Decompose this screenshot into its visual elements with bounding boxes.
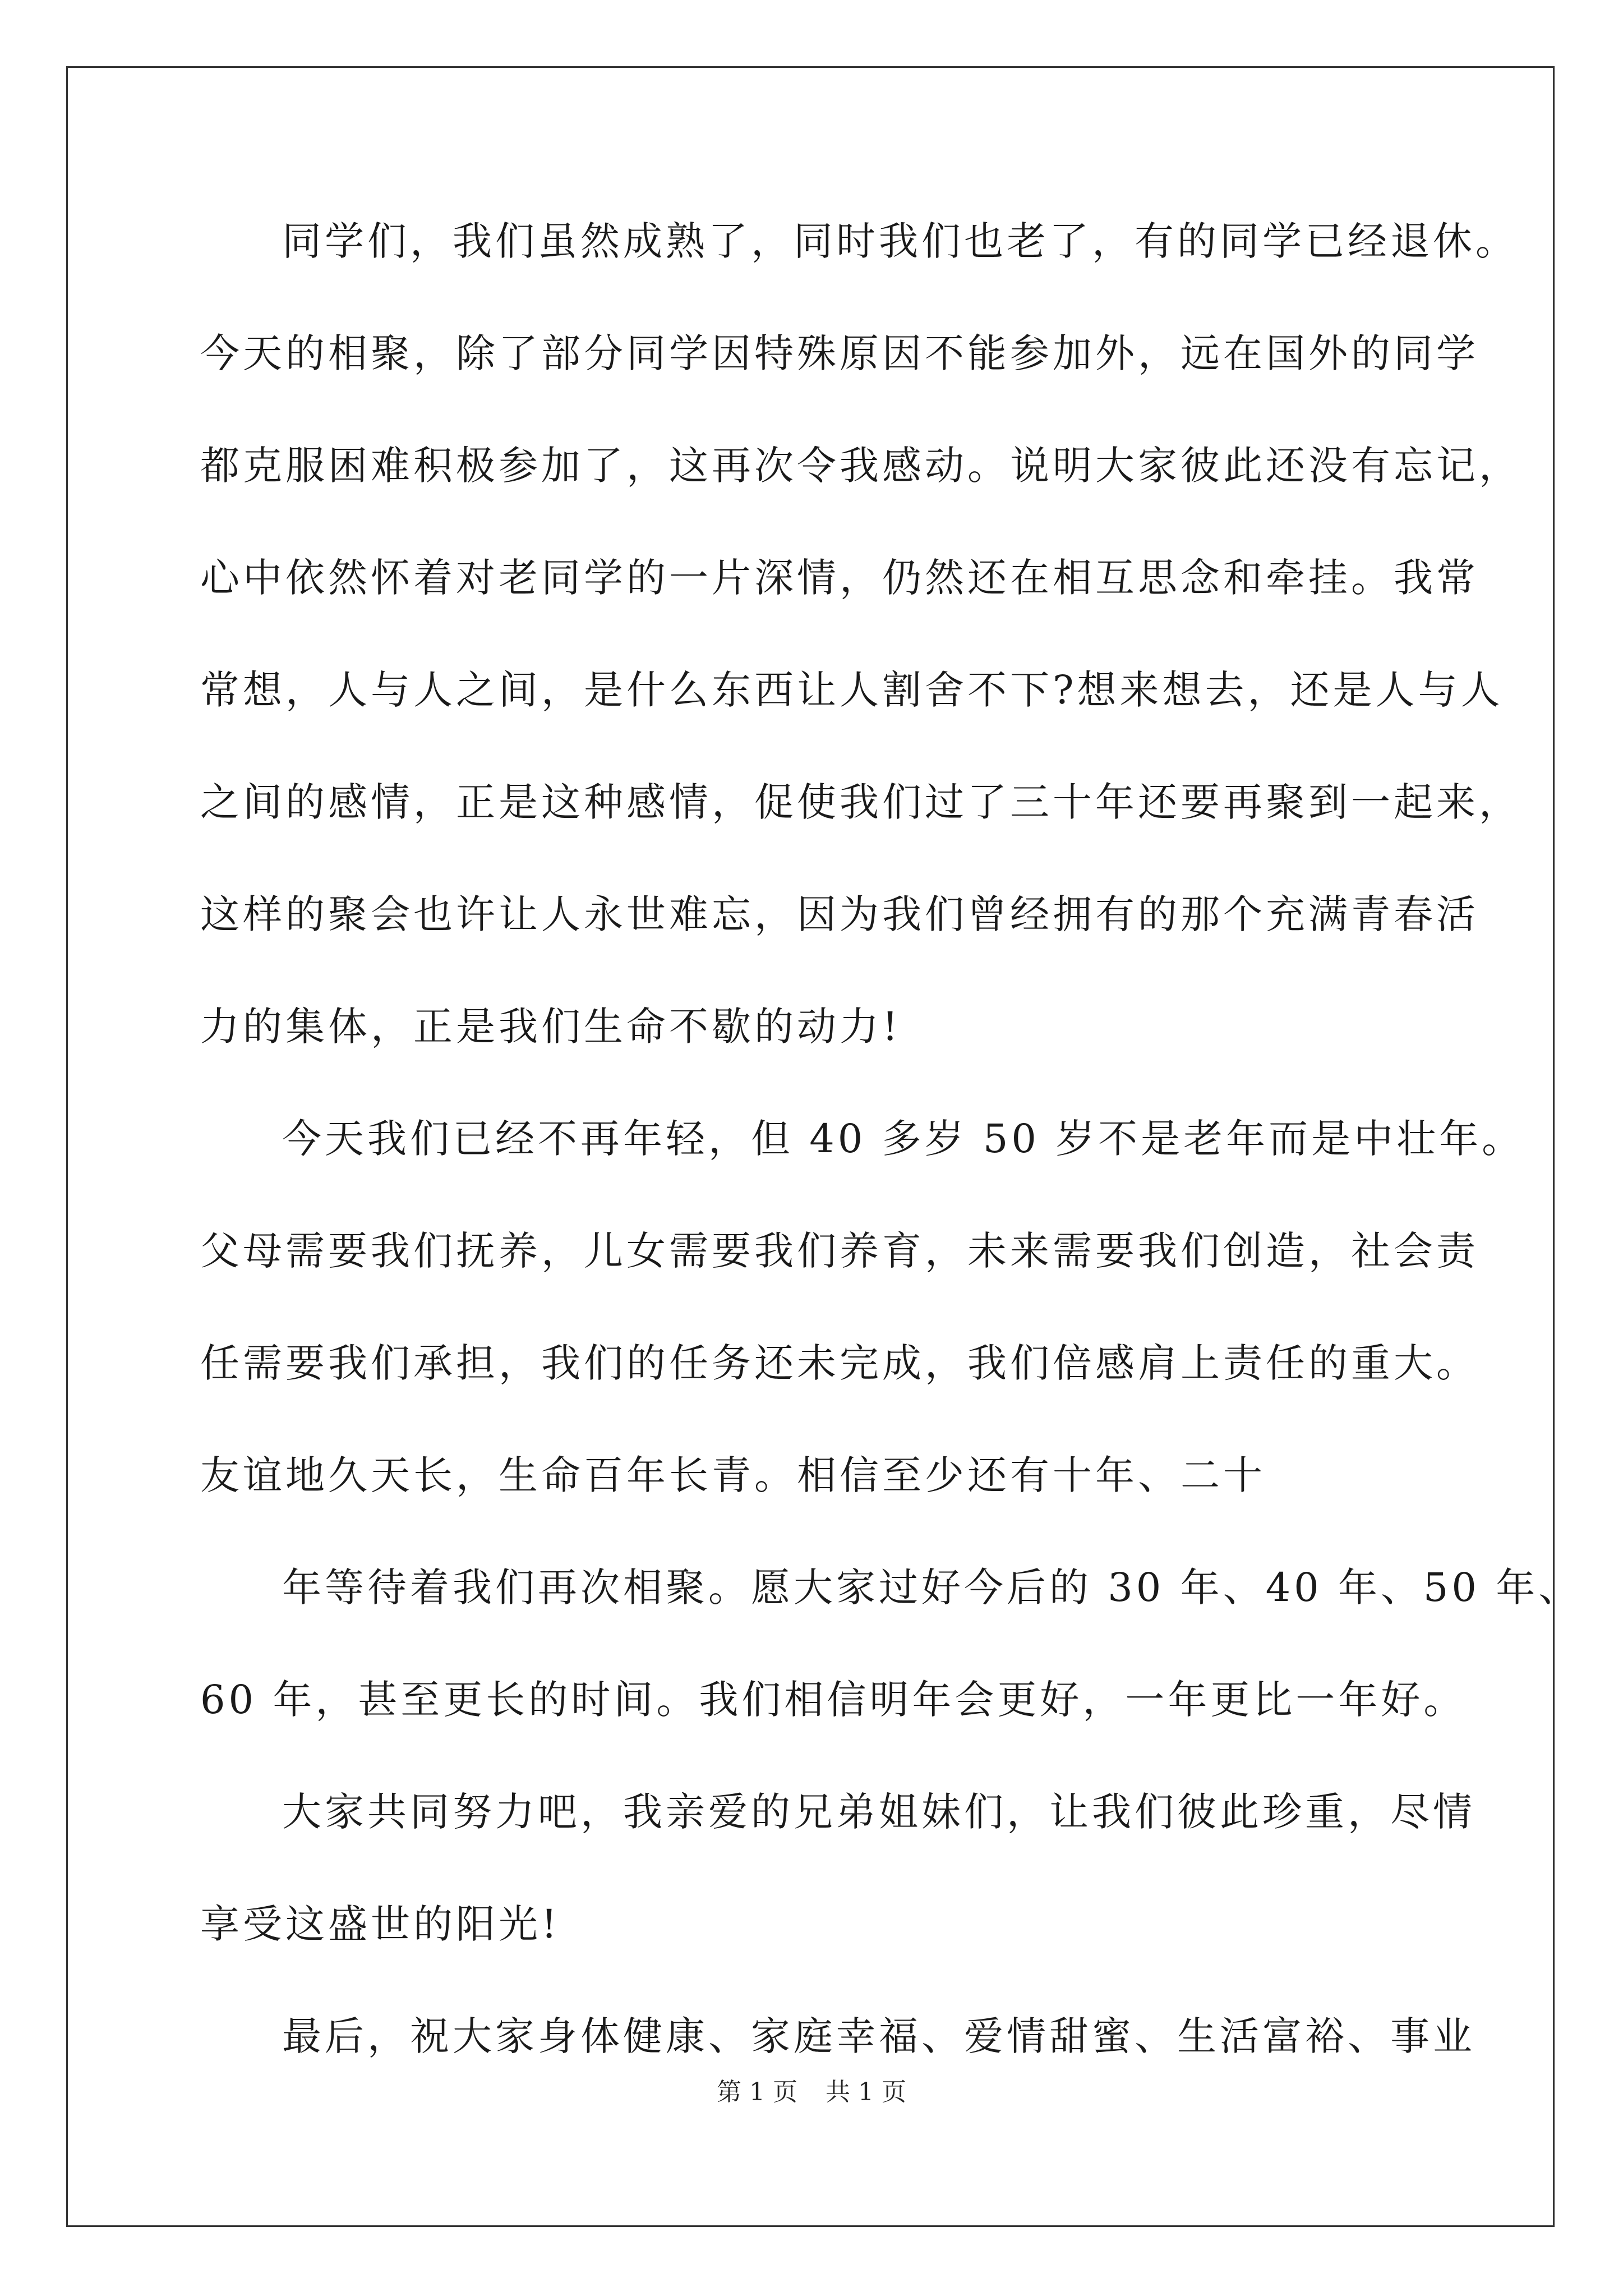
- text-line: 今天的相聚，除了部分同学因特殊原因不能参加外，远在国外的同学: [200, 330, 1479, 376]
- text-line: 同学们，我们虽然成熟了，同时我们也老了，有的同学已经退休。: [282, 218, 1518, 264]
- text-line: 力的集体，正是我们生命不歇的动力!: [200, 1004, 902, 1050]
- page-total: 共 1 页: [826, 2078, 906, 2106]
- page-footer: [0, 2076, 1623, 2109]
- document-body: [200, 185, 1581, 2092]
- page-number: 第 1 页: [717, 2078, 797, 2106]
- text-line: 享受这盛世的阳光!: [200, 1901, 561, 1947]
- text-line: 友谊地久天长，生命百年长青。相信至少还有十年、二十: [200, 1452, 1266, 1498]
- text-line: 这样的聚会也许让人永世难忘，因为我们曾经拥有的那个充满青春活: [200, 891, 1479, 937]
- text-line: 心中依然怀着对老同学的一片深情，仍然还在相互思念和牵挂。我常: [200, 555, 1479, 601]
- text-line: 年等待着我们再次相聚。愿大家过好今后的 30 年、40 年、50 年、: [282, 1565, 1581, 1611]
- text-line: 最后，祝大家身体健康、家庭幸福、爱情甜蜜、生活富裕、事业: [282, 2013, 1476, 2059]
- text-line: 任需要我们承担，我们的任务还未完成，我们倍感肩上责任的重大。: [200, 1340, 1479, 1386]
- text-line: 今天我们已经不再年轻，但 40 多岁 50 岁不是老年而是中壮年。: [282, 1116, 1525, 1162]
- text-line: 都克服困难积极参加了，这再次令我感动。说明大家彼此还没有忘记，: [200, 443, 1521, 489]
- text-line: 常想，人与人之间，是什么东西让人割舍不下?想来想去，还是人与人: [200, 667, 1504, 713]
- text-line: 60 年，甚至更长的时间。我们相信明年会更好，一年更比一年好。: [200, 1677, 1467, 1723]
- text-line: 父母需要我们抚养，儿女需要我们养育，未来需要我们创造，社会责: [200, 1228, 1479, 1274]
- text-line: 大家共同努力吧，我亲爱的兄弟姐妹们，让我们彼此珍重，尽情: [282, 1789, 1476, 1835]
- text-line: 之间的感情，正是这种感情，促使我们过了三十年还要再聚到一起来，: [200, 779, 1521, 825]
